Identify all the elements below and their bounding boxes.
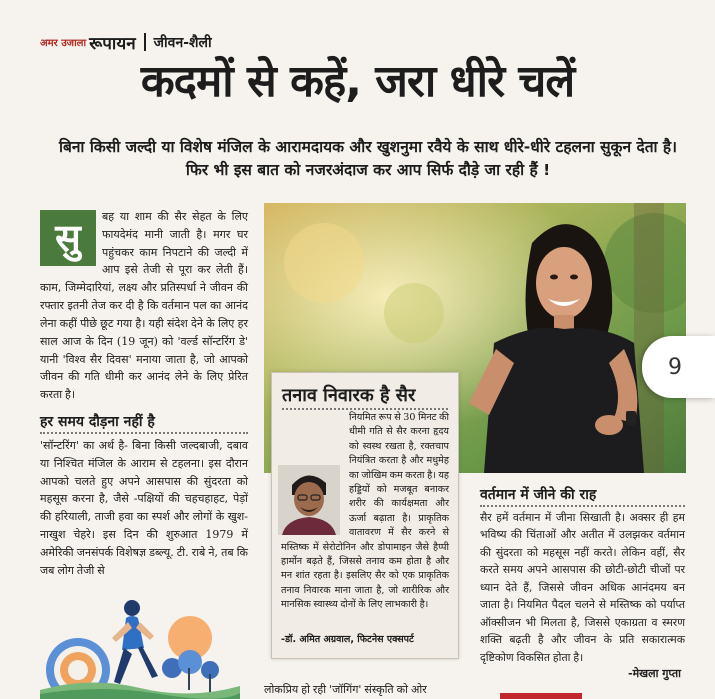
continuation-text: लोकप्रिय हो रही 'जॉगिंग' संस्कृति को ओर: [264, 683, 427, 696]
section1-heading: हर समय दौड़ना नहीं है: [40, 414, 155, 430]
section-name: जीवन-शैली: [153, 34, 212, 51]
brand-logo: अमर उजाला: [40, 38, 87, 49]
drop-cap: सु: [40, 210, 96, 266]
masthead: [40, 30, 212, 54]
walking-illustration: [40, 598, 240, 699]
section2-text: सैर हमें वर्तमान में जीना सिखाती है। अक्सर ही हम भविष्य की चिंताओं और अतीत में उलझकर वर्तमान की सुंदरता को महसूस नहीं करते। लेकिन वहीं, सैर करते समय अपने आसपास की छोटी-छोटी चीजों पर ध्यान देते हैं, जिससे जीवन अधिक आनंदमय बन जाता है। नियमित पैदल चलने से मस्तिष्क को पर्याप्त ऑक्सीजन भी मिलता है, जिससे एकाग्रता व स्मरण शक्ति बढ़ती है और जीवन के प्रति सकारात्मक दृष्टिकोण विकसित होता है।: [480, 511, 685, 664]
section2-heading: वर्तमान में जीने की राह: [480, 487, 597, 503]
section1-text: 'सॉन्टरिंग' का अर्थ है- बिना किसी जल्दबाजी, दबाव या निश्चित मंजिल के आराम से टहलना। इस दौरान आपको चलते हुए अपने आसपास की सुंदरता को महसूस करना है, जैसे -पक्षियों की चहचहाहट, पेड़ों की हरियाली, ताजी हवा का स्पर्श और लोगों के खुश-नाखुश चेहरे। इस दिन की शुरुआत 1979 में अमेरिकी जनसंपर्क विशेषज्ञ डब्ल्यू. टी. राबे ने, तब कि जब लोग तेजी से: [40, 439, 248, 577]
expert-portrait: [278, 465, 340, 535]
page-number-tab: [642, 336, 715, 398]
headline: कदमों से कहें, जरा धीरे चलें: [140, 56, 575, 107]
author-signature: -मेखला गुप्ता: [628, 667, 681, 680]
page-number: 9: [668, 354, 682, 380]
sidebar-title: तनाव निवारक है सैर: [282, 385, 416, 406]
sidebar-text: नियमित रूप से 30 मिनट की धीमी गति से सैर करना हृदय को स्वस्थ रखता है, रक्तचाप नियंत्रित करता है और मधुमेह का जोखिम कम करता है। यह हड्डियों को मजबूत बनाकर शरीर की कार्यक्षमता और ऊर्जा बढ़ाता है। प्राकृतिक वातावरण में सैर करने से मस्तिष्क में सेरोटोनिन और डोपामाइन जैसे हैप्पी हार्मोन बढ़ते हैं, जिससे तनाव कम होता है और मन शांत रहता है। इसलिए सैर को एक प्राकृतिक तनाव निवारक माना जाता है, जो शारीरिक और मानसिक स्वास्थ्य दोनों के लिए लाभकारी है।: [281, 412, 450, 611]
masthead-divider: [144, 33, 146, 51]
lead-paragraph: [40, 208, 248, 404]
accent-bar: [500, 693, 582, 699]
section1-divider: [40, 432, 248, 434]
deck: बिना किसी जल्दी या विशेष मंजिल के आरामदायक और खुशनुमा रवैये के साथ धीरे-धीरे टहलना सुकून देता है। फिर भी इस बात को नजरअंदाज कर आप सिर्फ दौड़े जा रही हैं !: [58, 138, 678, 180]
sidebar-signature: -डॉ. अमित अग्रवाल, फिटनेस एक्सपर्ट: [281, 634, 414, 645]
section2-divider: [480, 505, 685, 507]
supplement-name: रूपायन: [89, 33, 136, 54]
sidebar-divider: [282, 408, 448, 410]
lead-text: बह या शाम की सैर सेहत के लिए फायदेमंद मानी जाती है। मगर घर पहुंचकर काम निपटाने की जल्दी में आप इसे तेजी से पूरा कर लेती हैं। काम, जिम्मेदारियां, लक्ष्य और प्रतिस्पर्धा ने जीवन की रफ्तार इतनी तेज कर दी है कि वर्तमान पल का आनंद लेना कहीं पीछे छूट गया है। यही संदेश देने के लिए हर साल आज के दिन (19 जून) को 'वर्ल्ड सॉन्टरिंग डे' यानी 'विश्व सैर दिवस' मनाया जाता है, जो आपको जीवन की गति धीमी कर आनंद लेने के लिए प्रेरित करता है।: [40, 210, 248, 402]
